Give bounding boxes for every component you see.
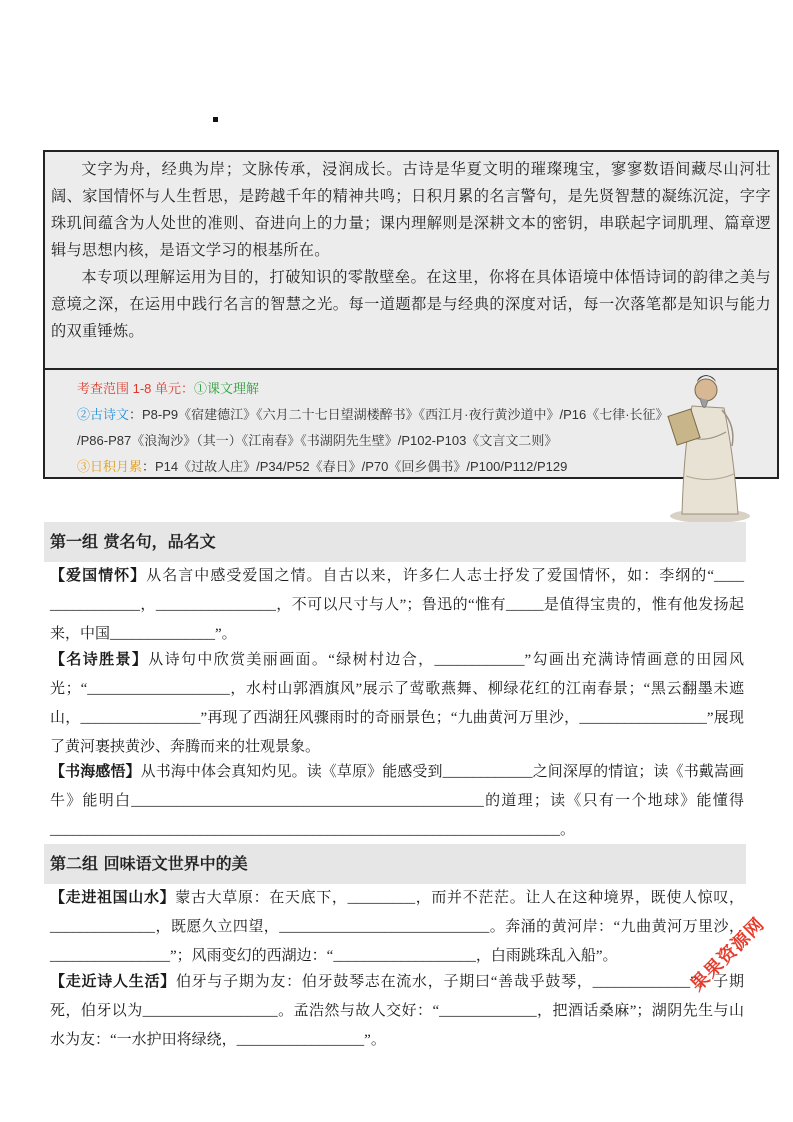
scope-item-3-text: ：P14《过故人庄》/P34/P52《春日》/P70《回乡偶书》/P100/P112/P129 <box>142 459 568 474</box>
group-1-item-patriotism <box>50 562 744 649</box>
item-tag: 【走进祖国山水】 <box>50 890 176 906</box>
group-2-header: 第二组 回味语文世界中的美 <box>44 844 746 884</box>
item-text: 从名言中感受爱国之情。自古以来，许多仁人志士抒发了爱国情怀，如：李纲的“____ ____________，________________，不可以尺寸与人”；鲁迅的“惟有_____是值得宝贵的，惟有他发扬起来，中国______________”。 <box>50 568 744 642</box>
scholar-illustration <box>664 366 756 524</box>
scope-item-3-label: ③日积月累 <box>77 459 143 474</box>
intro-paragraph-2: 本专项以理解运用为目的，打破知识的零散壁垒。在这里，你将在具体语境中体悟诗词的韵律之美与意境之深，在运用中践行名言的智慧之光。每一道题都是与经典的深度对话，每一次落笔都是知识与能力的双重锤炼。 <box>51 268 771 340</box>
item-tag: 【书海感悟】 <box>50 764 141 780</box>
watermark-stamp: 果果资源网 <box>686 913 769 996</box>
scope-item-1: ①课文理解 <box>194 381 260 396</box>
item-text: 伯牙与子期为友：伯牙鼓琴志在流水，子期曰“善哉乎鼓琴，_____________”。子期死，伯牙以为__________________。孟浩然与故人交好：“_____________，把酒话桑麻”；湖阴先生与山水为友：“一水护田将绿绕，_________________”。 <box>50 974 744 1048</box>
scope-prefix: 考查范围 1-8 单元： <box>77 381 195 396</box>
item-text: 从诗句中欣赏美丽画面。“绿树村边合，____________”勾画出充满诗情画意的田园风光；“___________________，水村山郭酒旗风”展示了莺歌燕舞、柳绿花红的江南春景；“黑云翻墨未遮山，________________”再现了西湖狂风骤雨时的奇丽景色；“九曲黄河万里沙，_________________”展现了黄河裹挟黄沙、奔腾而来的壮观景象。 <box>50 652 744 755</box>
intro-box <box>43 150 779 370</box>
item-tag: 【名诗胜景】 <box>50 652 149 668</box>
item-tag: 【走近诗人生活】 <box>50 974 176 990</box>
scope-line-3: /P86-P87《浪淘沙》（其一）《江南春》《书湖阴先生壁》/P102-P103《文言文二则》 <box>77 433 558 448</box>
group-1-item-scenery <box>50 646 744 762</box>
group-2-item-landscape <box>50 884 744 971</box>
group-1-item-reading <box>50 758 744 845</box>
item-text: 蒙古大草原：在天底下，_________，而并不茫茫。让人在这种境界，既使人惊叹，______________，既愿久立四望，____________________________。奔涌的黄河岸：“九曲黄河万里沙，________________”；风雨变幻的西湖边：“___________________，白雨跳珠乱入船”。 <box>50 890 744 964</box>
scope-item-2-label: ②古诗文 <box>77 407 130 422</box>
group-1-header: 第一组 赏名句，品名文 <box>44 522 746 562</box>
group-2-item-poets <box>50 968 744 1055</box>
item-text: 从书海中体会真知灼见。读《草原》能感受到____________之间深厚的情谊；读《书戴嵩画牛》能明白_______________________________________________的道理；读《只有一个地球》能懂得____________________________________________________________________。 <box>50 764 744 838</box>
scope-item-2-text: ：P8-P9《宿建德江》《六月二十七日望湖楼醉书》《西江月·夜行黄沙道中》/P16《七律·长征》 <box>129 407 669 422</box>
decorative-dot <box>213 117 218 122</box>
intro-paragraph-1: 文字为舟，经典为岸；文脉传承，浸润成长。古诗是华夏文明的璀璨瑰宝，寥寥数语间藏尽山河壮阔、家国情怀与人生哲思，是跨越千年的精神共鸣；日积月累的名言警句，是先贤智慧的凝练沉淀，字字珠玑间蕴含为人处世的准则、奋进向上的力量；课内理解则是深耕文本的密钥，串联起字词肌理、篇章逻辑与思想内核，是语文学习的根基所在。 <box>51 160 771 259</box>
item-tag: 【爱国情怀】 <box>50 568 147 584</box>
